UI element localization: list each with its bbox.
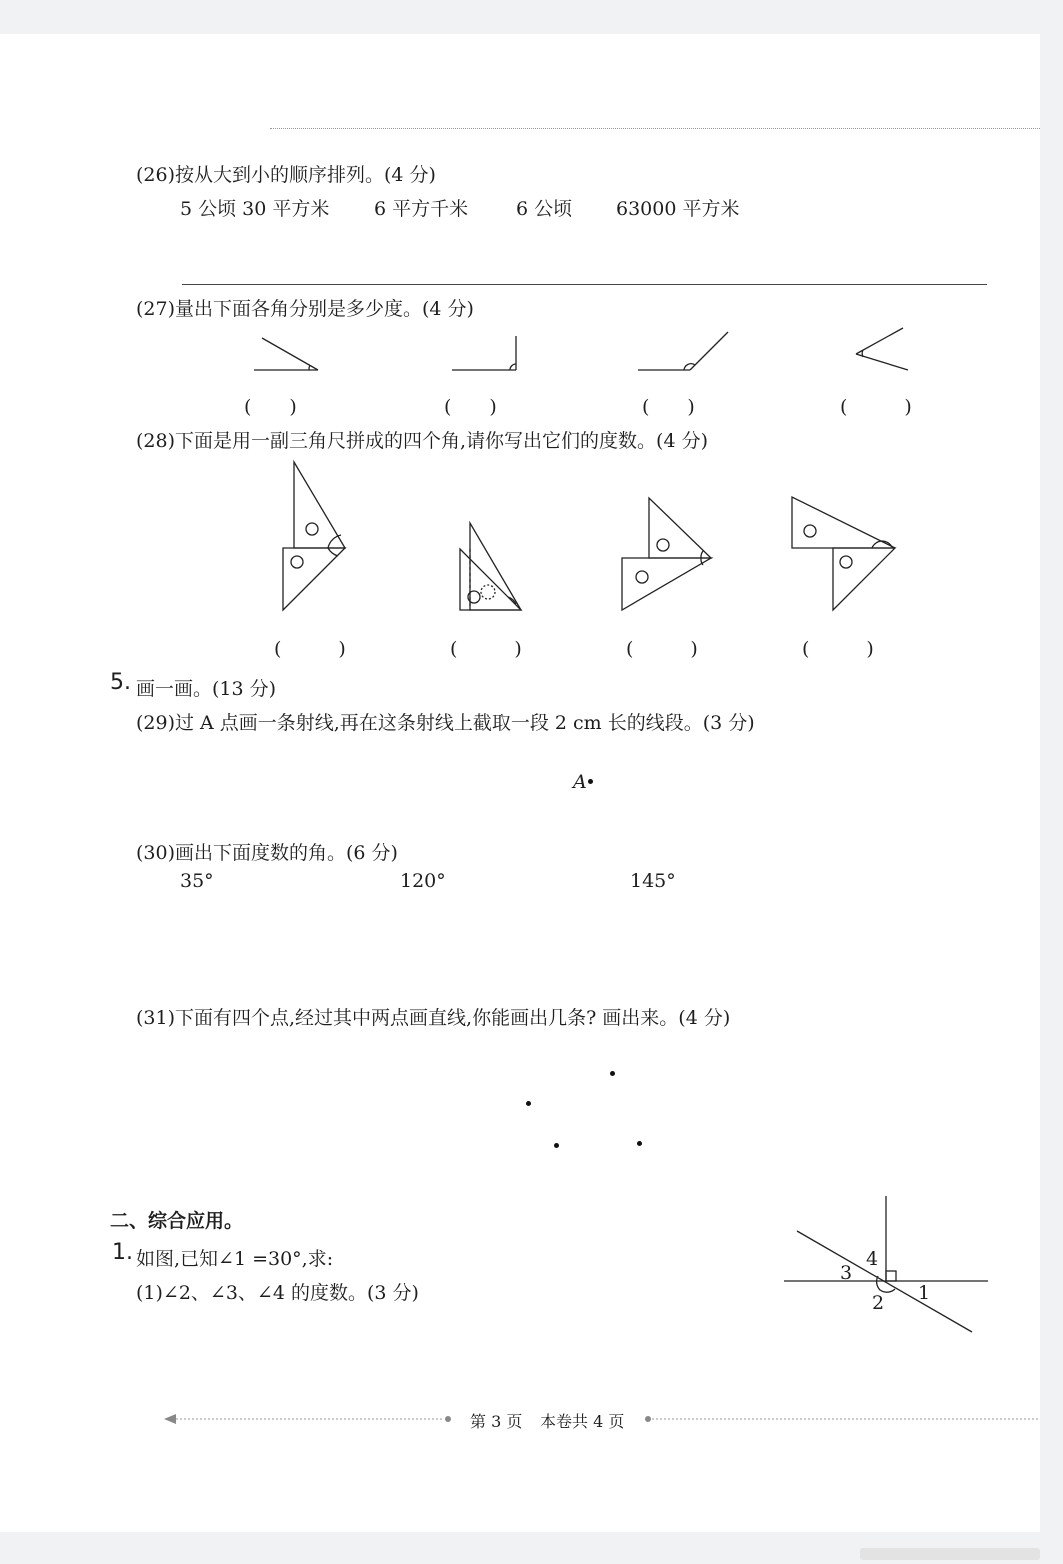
q30-angle-35: 35° [180,870,214,892]
q28-blank-2[interactable]: ( ) [450,638,522,660]
figure-label-4: 4 [866,1248,879,1270]
footer-page-number: 第 3 页 [470,1412,523,1431]
part2-q1-number: 1. [112,1240,133,1265]
q28-blank-1[interactable]: ( ) [274,638,346,660]
section5-title: 画一画。(13 分) [136,678,277,700]
q29-title: (29)过 A 点画一条射线,再在这条射线上截取一段 2 cm 长的线段。(3 分) [136,712,755,734]
q26-title: (26)按从大到小的顺序排列。(4 分) [136,164,436,186]
horizontal-scrollbar[interactable] [860,1548,1040,1560]
part2-title: 二、综合应用。 [110,1210,244,1232]
q30-angle-145: 145° [630,870,676,892]
q26-item-4: 63000 平方米 [616,198,740,220]
q31-title: (31)下面有四个点,经过其中两点画直线,你能画出几条? 画出来。(4 分) [136,1007,731,1029]
q27-blank-2[interactable]: ( ) [444,396,497,418]
q26-item-2: 6 平方千米 [374,198,469,220]
q28-blank-3[interactable]: ( ) [626,638,698,660]
q26-item-3: 6 公顷 [516,198,573,220]
q28-blank-4[interactable]: ( ) [802,638,874,660]
q27-blank-1[interactable]: ( ) [244,396,297,418]
figure-label-2: 2 [872,1292,885,1314]
q30-angle-120: 120° [400,870,446,892]
q27-blank-3[interactable]: ( ) [642,396,695,418]
section5-number: 5. [110,670,131,695]
q30-title: (30)画出下面度数的角。(6 分) [136,842,398,864]
q27-blank-4[interactable]: ( ) [840,396,912,418]
footer-total-pages: 本卷共 4 页 [540,1412,625,1431]
q29-point-label: A [573,771,587,793]
q27-title: (27)量出下面各角分别是多少度。(4 分) [136,298,474,320]
figure-label-1: 1 [918,1282,931,1304]
figure-label-3: 3 [840,1262,853,1284]
q26-item-1: 5 公顷 30 平方米 [180,198,330,220]
q28-title: (28)下面是用一副三角尺拼成的四个角,请你写出它们的度数。(4 分) [136,430,708,452]
part2-q1-sub: (1)∠2、∠3、∠4 的度数。(3 分) [136,1282,419,1304]
part2-q1-text: 如图,已知∠1 =30°,求: [136,1248,334,1270]
